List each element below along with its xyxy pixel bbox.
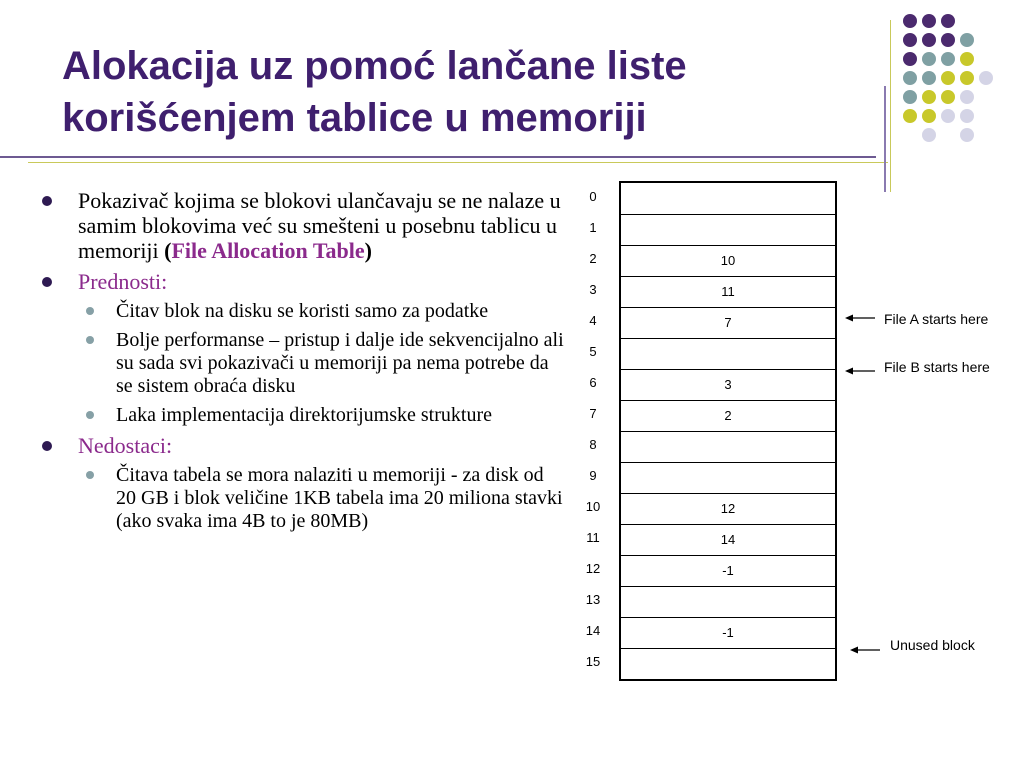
fat-index-label: 11 bbox=[586, 530, 600, 545]
fat-table bbox=[619, 181, 837, 681]
prednosti-item bbox=[36, 300, 566, 323]
decor-dot bbox=[922, 14, 936, 28]
arrow-left-icon bbox=[850, 645, 882, 655]
fat-index-label: 15 bbox=[585, 654, 601, 669]
fat-index-label: 6 bbox=[589, 375, 597, 390]
arrow-left-icon bbox=[845, 366, 877, 376]
bullet-dot bbox=[42, 277, 52, 287]
decor-dot bbox=[960, 71, 974, 85]
nedostaci-item-text: Čitava tabela se mora nalaziti u memoriji - za disk od 20 GB i blok veličine 1KB tabela ima 20 miliona stavki (ako svaka ima 4B to je 80MB) bbox=[116, 464, 563, 532]
arrow-left-icon bbox=[845, 313, 877, 323]
decor-dot bbox=[922, 90, 936, 104]
annotation-file-a: File A starts here bbox=[884, 311, 989, 327]
decor-dot bbox=[922, 128, 936, 142]
fat-index-label: 5 bbox=[589, 344, 597, 359]
decor-dot-grid bbox=[903, 14, 1023, 164]
fat-entry: -1 bbox=[621, 555, 835, 586]
decor-dot bbox=[922, 71, 936, 85]
decor-dot bbox=[903, 52, 917, 66]
bullet-dot bbox=[42, 196, 52, 206]
sub-bullet-dot bbox=[86, 411, 94, 419]
bullet-prednosti-heading bbox=[36, 269, 566, 294]
fat-term: File Allocation Table bbox=[171, 238, 365, 263]
fat-entry: 3 bbox=[621, 369, 835, 400]
decor-dot bbox=[903, 71, 917, 85]
prednosti-item bbox=[36, 329, 566, 398]
fat-entry bbox=[621, 431, 835, 462]
fat-index-label: 0 bbox=[589, 189, 597, 204]
fat-index-label: 8 bbox=[589, 437, 597, 452]
decor-dot bbox=[941, 33, 955, 47]
fat-index-label: 4 bbox=[589, 313, 597, 328]
annotation-file-b: File B starts here bbox=[884, 359, 990, 375]
decor-dot bbox=[979, 71, 993, 85]
fat-entry: 10 bbox=[621, 245, 835, 276]
bullet-fat-description bbox=[36, 188, 566, 263]
decor-dot bbox=[903, 14, 917, 28]
sub-bullet-dot bbox=[86, 336, 94, 344]
fat-entry bbox=[621, 648, 835, 679]
decor-dot bbox=[941, 109, 955, 123]
bullet-nedostaci-heading bbox=[36, 433, 566, 458]
fat-entry bbox=[621, 586, 835, 617]
slide-title bbox=[62, 40, 862, 144]
prednosti-item-text: Čitav blok na disku se koristi samo za podatke bbox=[116, 300, 489, 322]
decor-dot bbox=[941, 71, 955, 85]
decor-dot bbox=[960, 33, 974, 47]
prednosti-item-text: Bolje performanse – pristup i dalje ide sekvencijalno ali su sada svi pokazivači u memoriji pa nema potrebe da se sistem obraća disku bbox=[116, 329, 564, 397]
decor-vertical-rule-primary bbox=[884, 86, 886, 192]
fat-entry: 7 bbox=[621, 307, 835, 338]
decor-dot bbox=[903, 109, 917, 123]
fat-index-label: 14 bbox=[585, 623, 601, 638]
prednosti-heading-label: Prednosti: bbox=[78, 269, 168, 294]
decor-dot bbox=[922, 33, 936, 47]
decor-dot bbox=[941, 90, 955, 104]
fat-entry bbox=[621, 214, 835, 245]
decor-dot bbox=[960, 52, 974, 66]
fat-index-label: 10 bbox=[585, 499, 601, 514]
nedostaci-heading-label: Nedostaci: bbox=[78, 433, 173, 458]
fat-paren-open: ( bbox=[164, 238, 172, 263]
prednosti-item-text: Laka implementacija direktorijumske strukture bbox=[116, 404, 492, 426]
prednosti-item bbox=[36, 404, 566, 427]
fat-entry: 12 bbox=[621, 493, 835, 524]
fat-entry bbox=[621, 338, 835, 369]
fat-entry bbox=[621, 462, 835, 493]
fat-index-label: 13 bbox=[585, 592, 601, 607]
decor-dot bbox=[903, 33, 917, 47]
fat-entry: 11 bbox=[621, 276, 835, 307]
decor-dot bbox=[941, 14, 955, 28]
fat-entry: 2 bbox=[621, 400, 835, 431]
bullet-fat-text: Pokazivač kojima se blokovi ulančavaju se ne nalaze u samim blokovima već su smešteni u posebnu tablicu u memoriji bbox=[78, 188, 561, 263]
fat-index-label: 7 bbox=[589, 406, 597, 421]
decor-dot bbox=[960, 109, 974, 123]
sub-bullet-dot bbox=[86, 471, 94, 479]
title-rule-secondary bbox=[28, 162, 888, 163]
fat-index-label: 12 bbox=[585, 561, 601, 576]
bullet-dot bbox=[42, 441, 52, 451]
nedostaci-item bbox=[36, 464, 566, 533]
title-line-1: Alokacija uz pomoć lančane liste bbox=[62, 44, 687, 88]
annotation-unused-block: Unused block bbox=[890, 637, 975, 653]
fat-index-label: 2 bbox=[589, 251, 597, 266]
fat-index-label: 9 bbox=[589, 468, 597, 483]
fat-index-label: 1 bbox=[589, 220, 597, 235]
slide-content bbox=[36, 188, 566, 539]
title-rule-primary bbox=[0, 156, 876, 158]
fat-entry: 14 bbox=[621, 524, 835, 555]
decor-vertical-rule-secondary bbox=[890, 20, 891, 192]
fat-entry bbox=[621, 183, 835, 214]
decor-dot bbox=[903, 90, 917, 104]
decor-dot bbox=[941, 52, 955, 66]
fat-paren-close: ) bbox=[364, 238, 372, 263]
decor-dot bbox=[960, 128, 974, 142]
decor-dot bbox=[960, 90, 974, 104]
decor-dot bbox=[922, 109, 936, 123]
title-line-2: korišćenjem tablice u memoriji bbox=[62, 96, 647, 140]
sub-bullet-dot bbox=[86, 307, 94, 315]
decor-dot bbox=[922, 52, 936, 66]
fat-entry: -1 bbox=[621, 617, 835, 648]
fat-index-label: 3 bbox=[589, 282, 597, 297]
